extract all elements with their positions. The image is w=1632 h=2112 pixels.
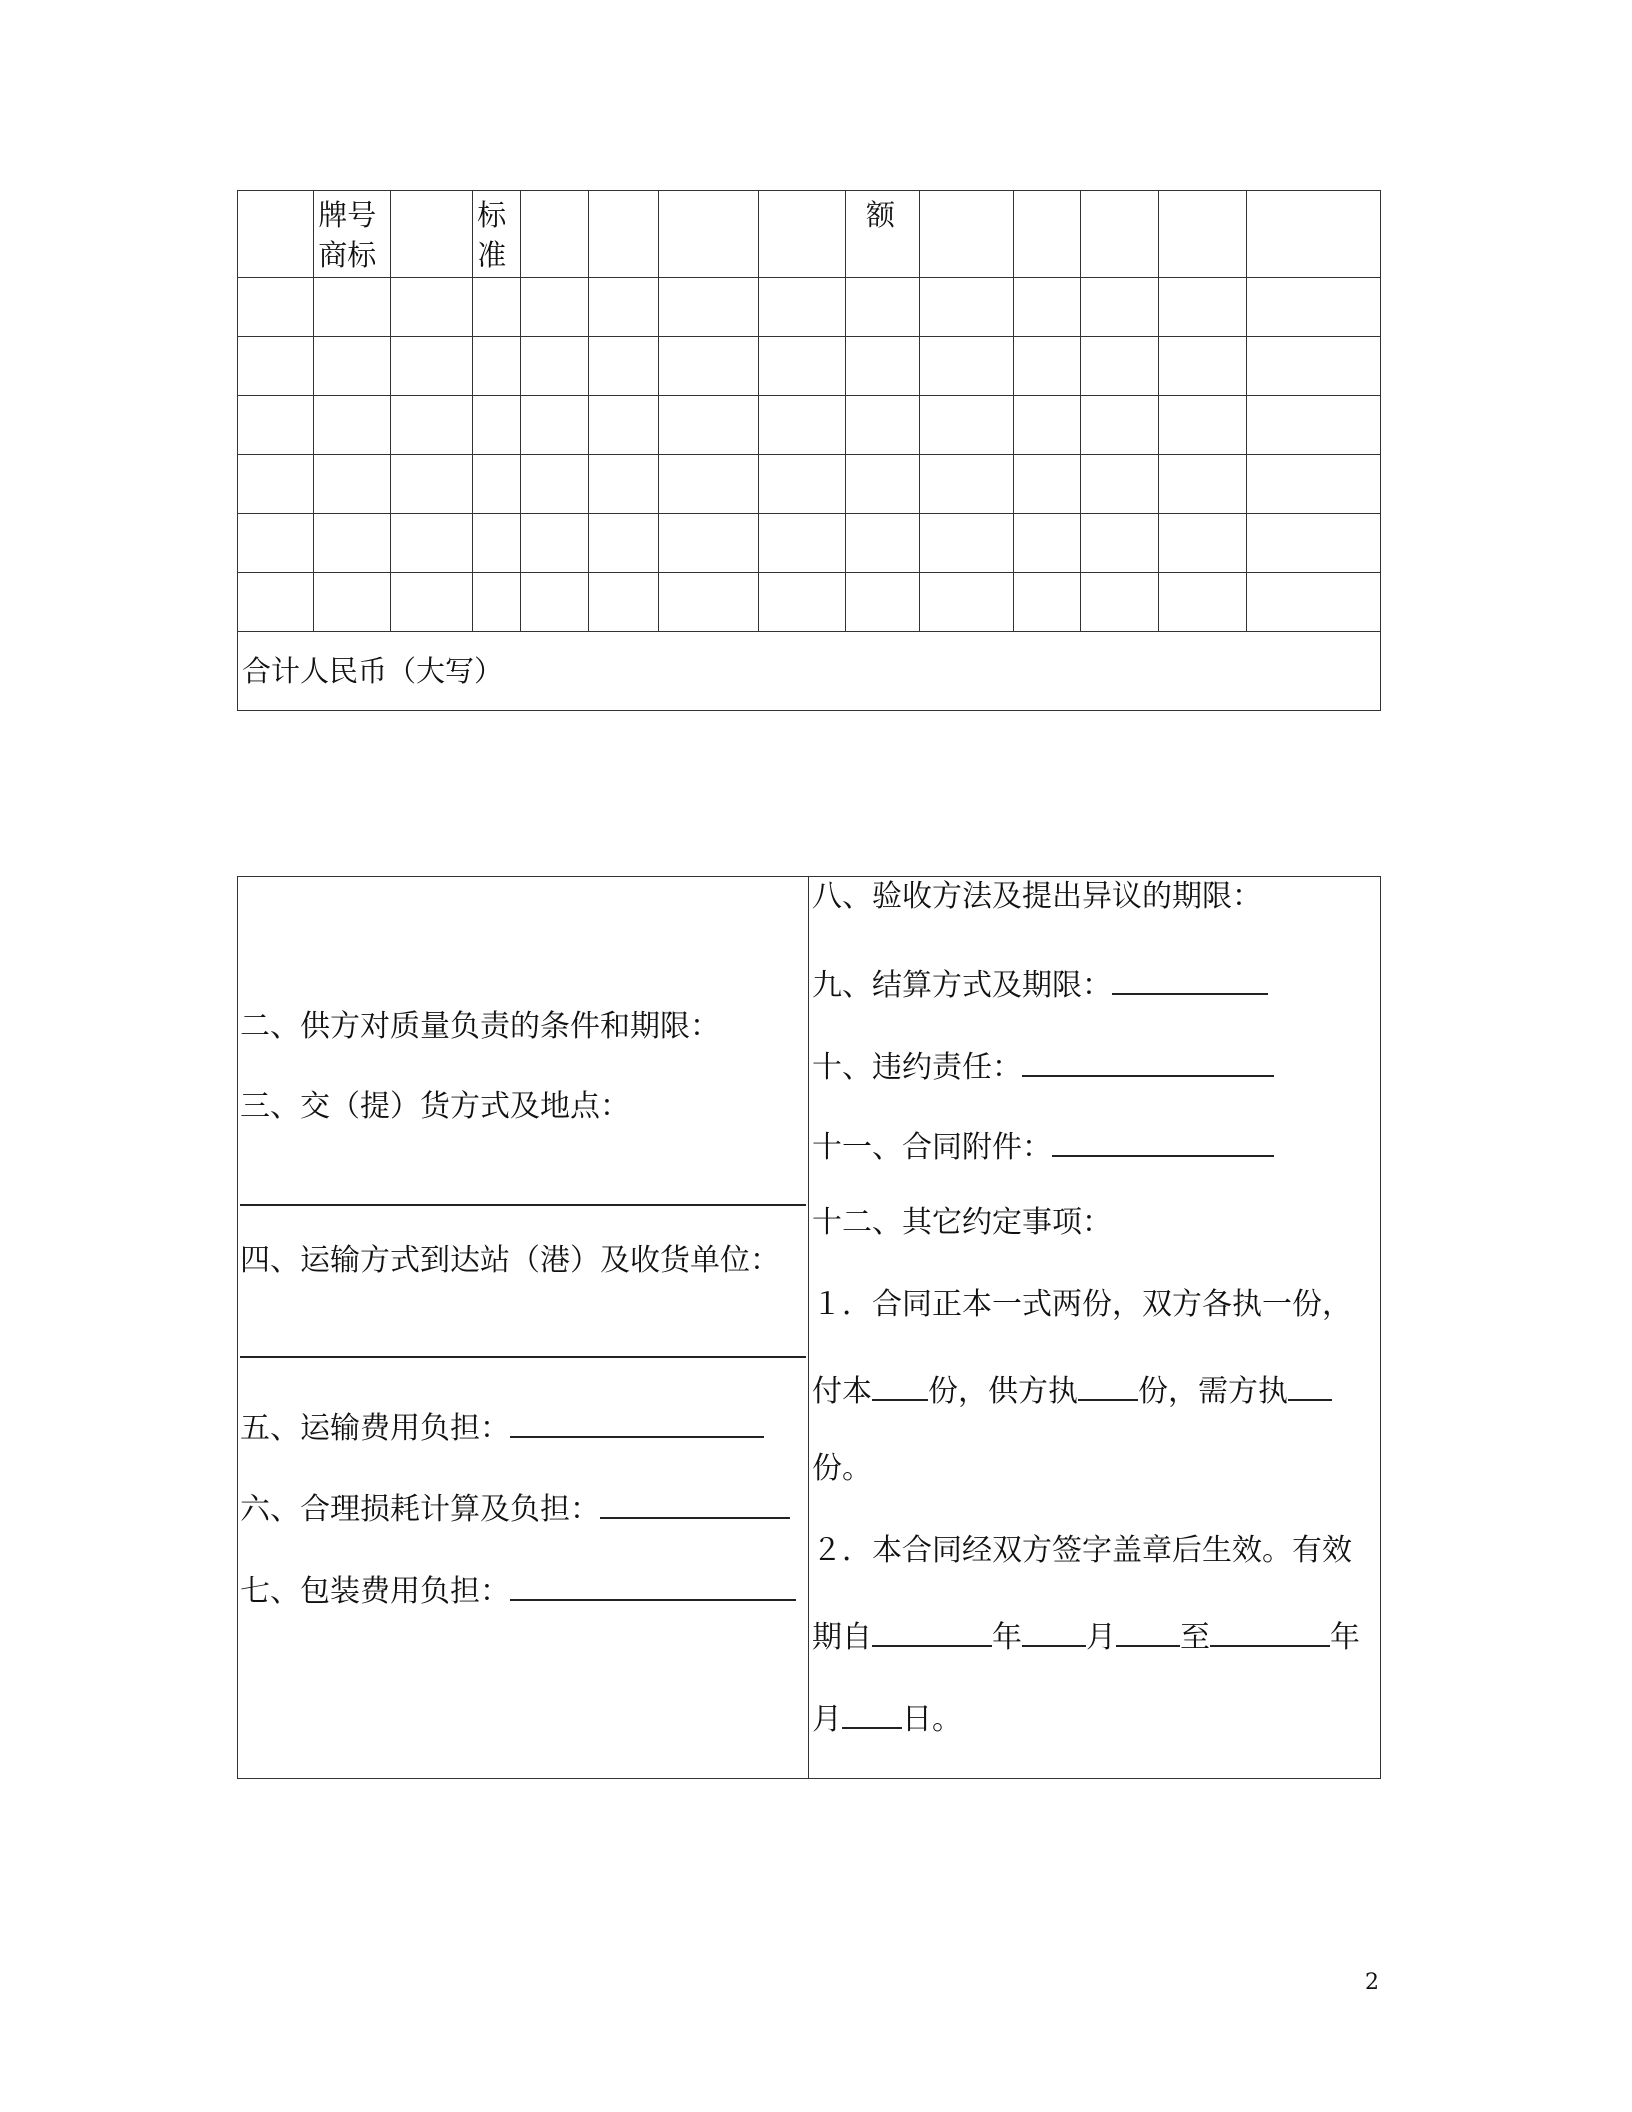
table-cell[interactable]	[589, 278, 659, 337]
table-cell[interactable]	[845, 396, 919, 455]
header-cell-amount: 额	[845, 191, 919, 278]
table-cell[interactable]	[390, 337, 473, 396]
clause-2a: ２．本合同经双方签字盖章后生效。有效	[812, 1533, 1352, 1568]
goods-table	[237, 190, 1381, 711]
clause-2b-text: 年	[1330, 1620, 1360, 1655]
table-cell[interactable]	[390, 396, 473, 455]
table-cell[interactable]	[314, 396, 390, 455]
term-transport-cost	[240, 1404, 764, 1449]
table-cell[interactable]	[1013, 396, 1081, 455]
header-cell	[390, 191, 473, 278]
table-cell[interactable]	[390, 455, 473, 514]
start-month-field[interactable]	[1022, 1613, 1086, 1647]
end-month-field[interactable]	[842, 1695, 902, 1729]
blank-line	[240, 1204, 806, 1206]
table-cell[interactable]	[1013, 455, 1081, 514]
start-day-field[interactable]	[1116, 1613, 1180, 1647]
table-cell[interactable]	[1081, 514, 1158, 573]
table-row	[238, 455, 1381, 514]
term-quality: 二、供方对质量负责的条件和期限：	[240, 1009, 720, 1044]
page-number: 2	[1365, 1970, 1379, 1995]
table-cell[interactable]	[1158, 573, 1246, 632]
term-liability-label: 十、违约责任：	[812, 1050, 1022, 1085]
header-cell	[920, 191, 1013, 278]
table-cell[interactable]	[589, 337, 659, 396]
header-cell	[758, 191, 845, 278]
table-cell[interactable]	[238, 514, 314, 573]
table-cell[interactable]	[314, 573, 390, 632]
table-cell[interactable]	[1013, 573, 1081, 632]
term-liability	[812, 1043, 1274, 1088]
clause-2b-text: 期自	[812, 1620, 872, 1655]
table-cell[interactable]	[920, 573, 1013, 632]
supplier-copies-field[interactable]	[1078, 1367, 1138, 1401]
table-row	[238, 337, 1381, 396]
clause-1b-text: 份，供方执	[928, 1374, 1078, 1409]
start-year-field[interactable]	[872, 1613, 992, 1647]
table-cell[interactable]	[238, 396, 314, 455]
table-cell[interactable]	[1246, 573, 1380, 632]
table-cell[interactable]	[589, 455, 659, 514]
table-cell[interactable]	[589, 514, 659, 573]
term-acceptance: 八、验收方法及提出异议的期限：	[812, 879, 1262, 914]
term-settlement	[812, 961, 1268, 1006]
table-cell[interactable]	[473, 573, 520, 632]
attachments-field[interactable]	[1052, 1123, 1274, 1157]
clause-1b-text: 份，需方执	[1138, 1374, 1288, 1409]
table-cell[interactable]	[1158, 278, 1246, 337]
table-cell[interactable]	[659, 337, 759, 396]
table-cell[interactable]	[659, 278, 759, 337]
table-cell[interactable]	[589, 396, 659, 455]
clause-2b-text: 年	[992, 1620, 1022, 1655]
header-cell	[589, 191, 659, 278]
table-cell[interactable]	[473, 455, 520, 514]
table-cell[interactable]	[845, 514, 919, 573]
header-cell-standard: 标 准	[473, 191, 520, 278]
table-cell[interactable]	[845, 455, 919, 514]
clause-2b	[812, 1613, 1360, 1658]
buyer-copies-field[interactable]	[1288, 1367, 1332, 1401]
terms-box	[237, 876, 1381, 1779]
table-cell[interactable]	[520, 396, 589, 455]
clause-2b-text: 月	[1086, 1620, 1116, 1655]
clause-2b-text: 至	[1180, 1620, 1210, 1655]
header-cell	[659, 191, 759, 278]
term-settlement-label: 九、结算方式及期限：	[812, 968, 1112, 1003]
term-transport: 四、运输方式到达站（港）及收货单位：	[240, 1243, 780, 1278]
liability-field[interactable]	[1022, 1043, 1274, 1077]
table-cell[interactable]	[758, 278, 845, 337]
table-cell[interactable]	[920, 396, 1013, 455]
table-cell[interactable]	[1158, 455, 1246, 514]
transport-cost-field[interactable]	[510, 1404, 764, 1438]
copies-field[interactable]	[872, 1367, 928, 1401]
table-cell[interactable]	[1081, 396, 1158, 455]
table-cell[interactable]	[520, 514, 589, 573]
term-delivery: 三、交（提）货方式及地点：	[240, 1089, 630, 1124]
clause-1b-text: 付本	[812, 1374, 872, 1409]
table-cell[interactable]	[1246, 337, 1380, 396]
table-cell[interactable]	[1246, 278, 1380, 337]
total-label: 合计人民币（大写）	[238, 632, 1381, 711]
table-cell[interactable]	[758, 455, 845, 514]
clause-1c: 份。	[812, 1451, 872, 1486]
header-cell	[1158, 191, 1246, 278]
term-loss	[240, 1485, 790, 1530]
table-row	[238, 278, 1381, 337]
total-row	[238, 632, 1381, 711]
header-cell	[520, 191, 589, 278]
clause-2c-text: 月	[812, 1702, 842, 1737]
term-loss-label: 六、合理损耗计算及负担：	[240, 1492, 600, 1527]
term-attachments	[812, 1123, 1274, 1168]
table-cell[interactable]	[845, 278, 919, 337]
header-cell	[1081, 191, 1158, 278]
table-cell[interactable]	[920, 337, 1013, 396]
table-cell[interactable]	[1081, 278, 1158, 337]
end-year-field[interactable]	[1210, 1613, 1330, 1647]
table-cell[interactable]	[1081, 455, 1158, 514]
table-cell[interactable]	[314, 337, 390, 396]
table-cell[interactable]	[920, 278, 1013, 337]
table-cell[interactable]	[1013, 337, 1081, 396]
table-cell[interactable]	[1158, 514, 1246, 573]
term-packaging-label: 七、包装费用负担：	[240, 1574, 510, 1609]
terms-divider	[808, 877, 809, 1778]
table-cell[interactable]	[314, 514, 390, 573]
clause-2c-text: 日。	[902, 1702, 962, 1737]
table-cell[interactable]	[758, 396, 845, 455]
term-attachments-label: 十一、合同附件：	[812, 1130, 1052, 1165]
table-row	[238, 514, 1381, 573]
table-cell[interactable]	[1246, 455, 1380, 514]
term-other: 十二、其它约定事项：	[812, 1205, 1112, 1240]
packaging-field[interactable]	[510, 1567, 796, 1601]
header-cell-brand: 牌号 商标	[314, 191, 390, 278]
table-cell[interactable]	[520, 278, 589, 337]
table-cell[interactable]	[1013, 278, 1081, 337]
table-body	[238, 278, 1381, 632]
table-cell[interactable]	[238, 573, 314, 632]
table-cell[interactable]	[659, 573, 759, 632]
term-transport-cost-label: 五、运输费用负担：	[240, 1411, 510, 1446]
table-cell[interactable]	[238, 337, 314, 396]
settlement-field[interactable]	[1112, 961, 1268, 995]
table-cell[interactable]	[1246, 514, 1380, 573]
header-cell	[1013, 191, 1081, 278]
table-cell[interactable]	[390, 573, 473, 632]
table-header-row	[238, 191, 1381, 278]
table-cell[interactable]	[238, 455, 314, 514]
table-cell[interactable]	[1013, 514, 1081, 573]
loss-field[interactable]	[600, 1485, 790, 1519]
blank-line	[240, 1356, 806, 1358]
table-cell[interactable]	[659, 455, 759, 514]
table-cell[interactable]	[473, 514, 520, 573]
clause-2c	[812, 1695, 962, 1740]
table-cell[interactable]	[314, 455, 390, 514]
header-cell	[238, 191, 314, 278]
table-cell[interactable]	[473, 278, 520, 337]
table-cell[interactable]	[845, 337, 919, 396]
table-row	[238, 573, 1381, 632]
table-cell[interactable]	[758, 573, 845, 632]
table-cell[interactable]	[589, 573, 659, 632]
table-cell[interactable]	[390, 278, 473, 337]
table-cell[interactable]	[520, 573, 589, 632]
table-row	[238, 396, 1381, 455]
table-cell[interactable]	[520, 337, 589, 396]
table-cell[interactable]	[1158, 396, 1246, 455]
table-cell[interactable]	[238, 278, 314, 337]
header-cell	[1246, 191, 1380, 278]
table-cell[interactable]	[845, 573, 919, 632]
table-cell[interactable]	[1081, 573, 1158, 632]
table-cell[interactable]	[758, 337, 845, 396]
clause-1b	[812, 1367, 1332, 1412]
table-cell[interactable]	[659, 514, 759, 573]
table-cell[interactable]	[314, 278, 390, 337]
table-cell[interactable]	[920, 514, 1013, 573]
table-cell[interactable]	[390, 514, 473, 573]
table-cell[interactable]	[1246, 396, 1380, 455]
table-cell[interactable]	[473, 396, 520, 455]
table-cell[interactable]	[520, 455, 589, 514]
table-cell[interactable]	[1081, 337, 1158, 396]
table-cell[interactable]	[659, 396, 759, 455]
table-cell[interactable]	[758, 514, 845, 573]
table-cell[interactable]	[920, 455, 1013, 514]
term-packaging	[240, 1567, 796, 1612]
table-cell[interactable]	[1158, 337, 1246, 396]
table-cell[interactable]	[473, 337, 520, 396]
clause-1a: １．合同正本一式两份，双方各执一份，	[812, 1287, 1352, 1322]
